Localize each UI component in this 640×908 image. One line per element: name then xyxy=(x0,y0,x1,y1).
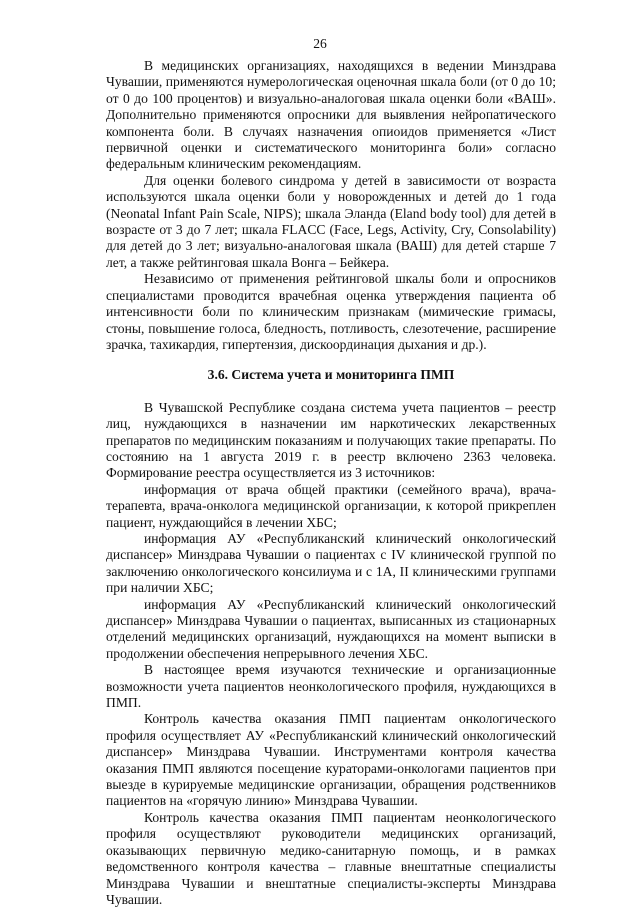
section-heading: 3.6. Система учета и мониторинга ПМП xyxy=(207,367,455,383)
paragraph-source-2: информация АУ «Республиканский клинический онкологический диспансер» Минздрава Чувашии о пациентах с IV клинической группой по заключению онкологического консилиума и с 1А, II клиническими группами при наличии ХБС; xyxy=(106,530,556,596)
paragraph-source-1: информация от врача общей практики (семейного врача), врача-терапевта, врача-онколога медицинской организации, к которой прикреплен пациент, нуждающийся в лечении ХБС; xyxy=(106,481,556,530)
paragraph-pain-scales-adults: В медицинских организациях, находящихся в ведении Минздрава Чувашии, применяются нумерологическая оценочная шкала боли (от 0 до 10; от 0 до 100 процентов) и визуально-аналоговая шкала оценки боли «ВАШ». Дополнительно применяются опросники для выявления нейропатического компонента боли. В случаях назначения опиоидов применяется «Лист первичной оценки и систематического мониторинга боли» согласно федеральным клиническим рекомендациям. xyxy=(106,58,556,172)
document-body xyxy=(106,58,556,908)
page-number: 26 xyxy=(313,36,327,51)
paragraph-source-3: информация АУ «Республиканский клинический онкологический диспансер» Минздрава Чувашии о пациентах, выписанных из стационарных отделений медицинских организаций, нуждающихся на момент выписки в продолжении обеспечения непрерывного лечения ХБС. xyxy=(106,596,556,661)
paragraph-clinical-assessment: Независимо от применения рейтинговой шкалы боли и опросников специалистами проводится врачебная оценка утверждения пациента об интенсивности боли по клиническим признакам (мимические гримасы, стоны, повышение голоса, бледность, потливость, слезотечение, расширение зрачка, тахикардия, гипертензия, дискоординация дыхания и др.). xyxy=(106,271,556,352)
paragraph-pain-scales-children: Для оценки болевого синдрома у детей в зависимости от возраста используются шкала оценки боли у новорожденных и детей до 1 года (Neonatal Infant Pain Scale, NIPS); шкала Эланда (Eland body tool) для детей в возрасте от 3 до 7 лет; шкала FLACC (Face, Legs, Activity, Cry, Consolability) для детей до 3 лет; визуально-аналоговая шкала (ВАШ) для детей старше 7 лет, а также рейтинговая шкала Вонга – Бейкера. xyxy=(106,172,556,270)
paragraph-non-oncology: В настоящее время изучаются технические и организационные возможности учета пациентов неонкологического профиля, нуждающихся в ПМП. xyxy=(106,662,556,711)
paragraph-quality-non-oncology: Контроль качества оказания ПМП пациентам неонкологического профиля осуществляют руководители медицинских организаций, оказывающих первичную медико-санитарную помощь, и в рамках ведомственного контроля качества – главные внештатные специалисты Минздрава Чувашии и внештатные специалисты-эксперты Минздрава Чувашии. xyxy=(106,809,556,907)
paragraph-quality-oncology: Контроль качества оказания ПМП пациентам онкологического профиля осуществляет АУ «Республиканский клинический онкологический диспансер» Минздрава Чувашии. Инструментами контроля качества оказания ПМП являются посещение кураторами-онкологами пациентов при выезде в курируемые медицинские организации, обращения родственников пациентов на «горячую линию» Минздрава Чувашии. xyxy=(106,711,556,809)
paragraph-registry: В Чувашской Республике создана система учета пациентов – реестр лиц, нуждающихся в назначении им наркотических лекарственных препаратов по медицинским показаниям и получающих такие препараты. По состоянию на 1 августа 2019 г. в реестр включено 2363 человека. Формирование реестра осуществляется из 3 источников: xyxy=(106,399,556,481)
